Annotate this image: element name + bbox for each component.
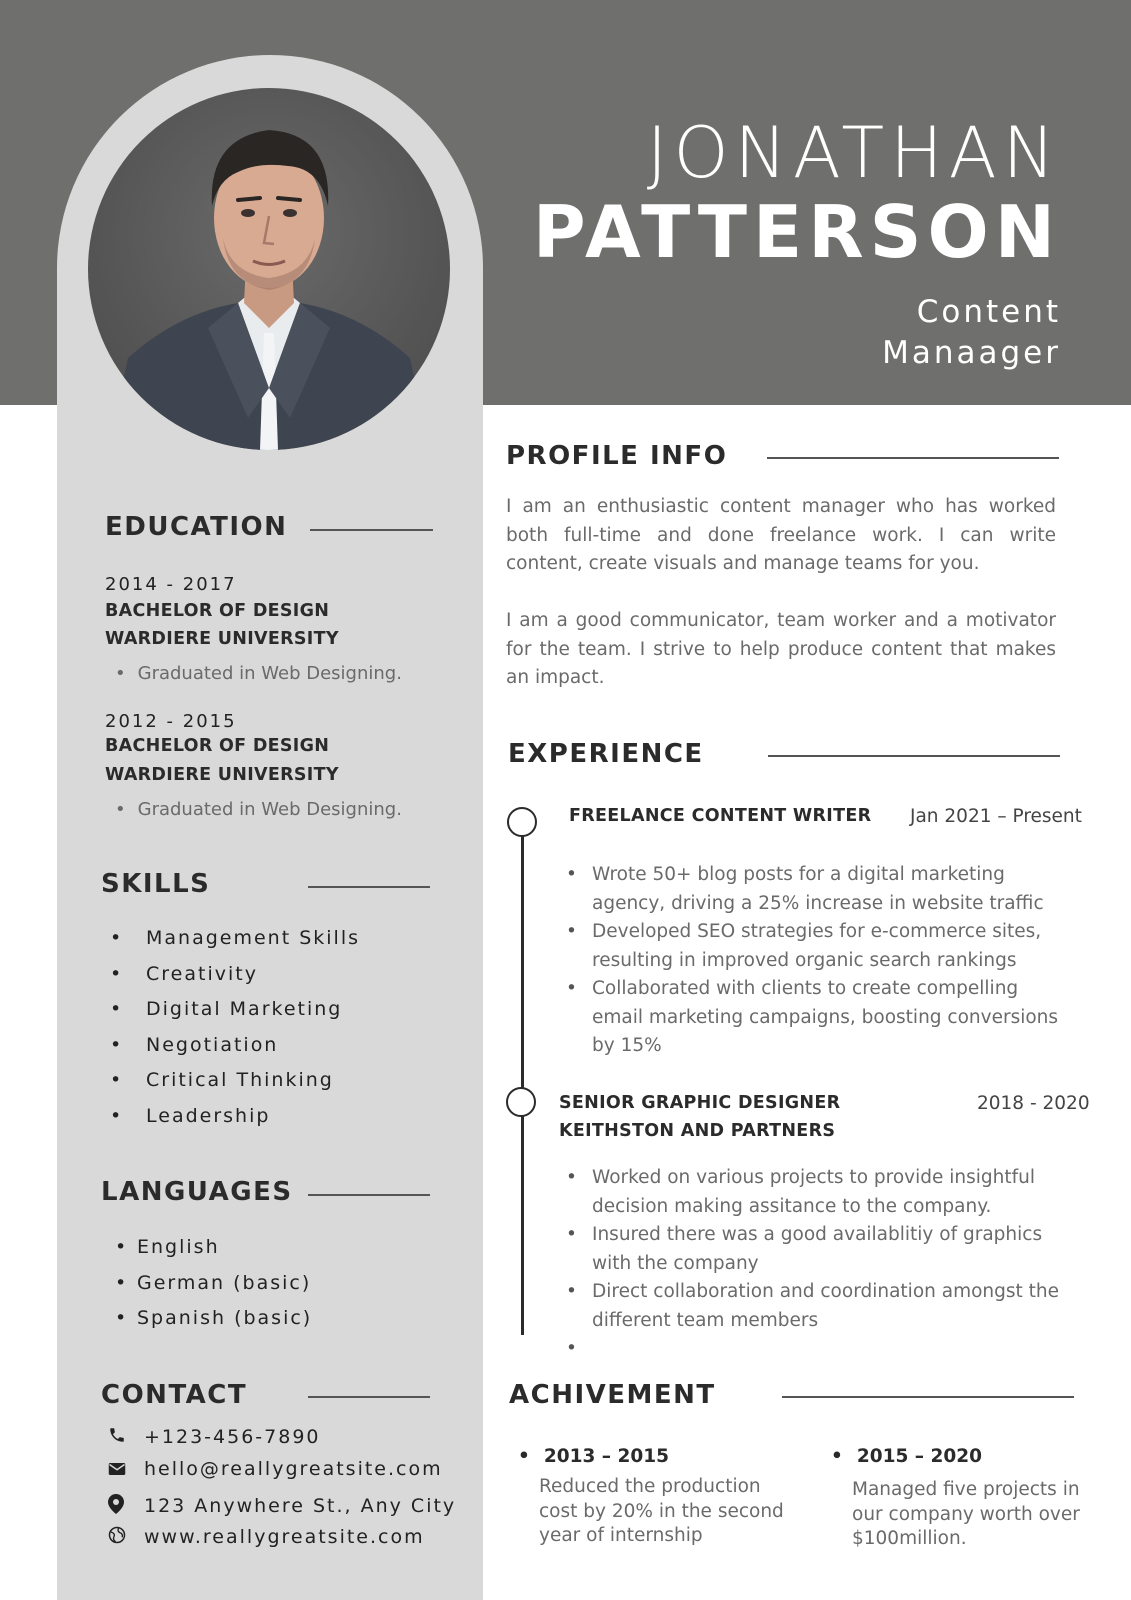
education-note: • Graduated in Web Designing. bbox=[115, 663, 402, 684]
globe-icon bbox=[108, 1526, 144, 1549]
skill-item: • Critical Thinking bbox=[110, 1069, 334, 1092]
mail-icon bbox=[108, 1459, 144, 1481]
job-bullet: • Insured there was a good availablitiy of graphics with the company bbox=[566, 1221, 1066, 1278]
skills-divider bbox=[308, 886, 430, 888]
job-bullet: • Worked on various projects to provide insightful decision making assitance to the company. bbox=[566, 1164, 1066, 1221]
achievement-heading: ACHIVEMENT bbox=[509, 1380, 716, 1410]
languages-divider bbox=[308, 1194, 430, 1196]
job-bullet: • Developed SEO strategies for e-commerce sites, resulting in improved organic search rankings bbox=[566, 918, 1066, 975]
contact-heading: CONTACT bbox=[101, 1380, 248, 1410]
experience-heading: EXPERIENCE bbox=[508, 739, 704, 769]
job-bullets bbox=[566, 861, 1066, 1061]
profile-paragraph: I am a good communicator, team worker and a motivator for the team. I strive to help produce content that makes an impact. bbox=[506, 610, 1056, 688]
job-bullets bbox=[566, 1164, 1066, 1335]
achievement-text: Managed five projects in our company worth over $100million. bbox=[852, 1479, 1080, 1549]
contact-email-text: hello@reallygreatsite.com bbox=[144, 1458, 443, 1480]
contact-phone-text: +123-456-7890 bbox=[144, 1426, 321, 1448]
profile-paragraph: I am an enthusiastic content manager who has worked both full-time and done freelance work. I can write content, create visuals and manage teams for you. bbox=[506, 496, 1056, 574]
achievement-years: • 2013 – 2015 bbox=[518, 1446, 669, 1467]
education-heading: EDUCATION bbox=[105, 512, 288, 542]
achievement-text: Reduced the production cost by 20% in the second year of internship bbox=[539, 1476, 784, 1546]
contact-email bbox=[108, 1458, 443, 1481]
job-role: SENIOR GRAPHIC DESIGNER bbox=[559, 1093, 841, 1113]
job-dates: 2018 - 2020 bbox=[977, 1093, 1090, 1114]
contact-phone bbox=[108, 1426, 321, 1449]
job-bullet: • Collaborated with clients to create compelling email marketing campaigns, boosting conversions by 15% bbox=[566, 975, 1066, 1061]
education-years: 2014 - 2017 bbox=[105, 574, 237, 595]
portrait-illustration bbox=[88, 88, 450, 450]
education-degree: BACHELOR OF DESIGN bbox=[105, 736, 330, 756]
timeline-marker bbox=[506, 1087, 536, 1117]
timeline-marker bbox=[507, 807, 537, 837]
education-school: WARDIERE UNIVERSITY bbox=[105, 629, 339, 649]
skill-item: • Creativity bbox=[110, 962, 258, 985]
languages-heading: LANGUAGES bbox=[101, 1177, 293, 1207]
contact-address-text: 123 Anywhere St., Any City bbox=[144, 1495, 457, 1517]
contact-address bbox=[108, 1494, 456, 1519]
job-role: FREELANCE CONTENT WRITER bbox=[569, 806, 872, 826]
languages-list bbox=[115, 1236, 312, 1343]
achievement-divider bbox=[782, 1396, 1074, 1398]
education-note: • Graduated in Web Designing. bbox=[115, 799, 402, 820]
location-icon bbox=[108, 1494, 144, 1519]
contact-website-text: www.reallygreatsite.com bbox=[144, 1526, 425, 1548]
education-years: 2012 - 2015 bbox=[105, 711, 237, 732]
phone-icon bbox=[108, 1426, 144, 1449]
last-name: PATTERSON bbox=[532, 190, 1061, 274]
education-divider bbox=[310, 529, 433, 531]
job-title: Content Manaager bbox=[882, 294, 1061, 371]
contact-website bbox=[108, 1526, 425, 1549]
language-item: • English bbox=[115, 1236, 220, 1258]
experience-divider bbox=[768, 755, 1060, 757]
education-school: WARDIERE UNIVERSITY bbox=[105, 765, 339, 785]
first-name: JONATHAN bbox=[646, 112, 1061, 194]
skills-heading: SKILLS bbox=[101, 869, 211, 899]
profile-photo bbox=[88, 88, 450, 450]
job-bullet: • Direct collaboration and coordination amongst the different team members bbox=[566, 1278, 1066, 1335]
language-item: • Spanish (basic) bbox=[115, 1307, 313, 1329]
skill-item: • Leadership bbox=[110, 1104, 271, 1127]
skill-item: • Management Skills bbox=[110, 927, 360, 949]
job-bullet: • Wrote 50+ blog posts for a digital marketing agency, driving a 25% increase in website traffic bbox=[566, 861, 1066, 918]
skills-list bbox=[110, 927, 360, 1141]
profile-divider bbox=[767, 457, 1059, 459]
job-dates: Jan 2021 – Present bbox=[910, 806, 1082, 827]
achievement-years: • 2015 – 2020 bbox=[831, 1446, 982, 1467]
language-item: • German (basic) bbox=[115, 1271, 312, 1294]
skill-item: • Negotiation bbox=[110, 1033, 279, 1056]
experience-timeline bbox=[521, 823, 524, 1335]
education-degree: BACHELOR OF DESIGN bbox=[105, 601, 330, 621]
contact-divider bbox=[308, 1396, 430, 1398]
job-company: KEITHSTON AND PARTNERS bbox=[559, 1121, 836, 1141]
profile-heading: PROFILE INFO bbox=[506, 441, 728, 471]
skill-item: • Digital Marketing bbox=[110, 998, 343, 1021]
